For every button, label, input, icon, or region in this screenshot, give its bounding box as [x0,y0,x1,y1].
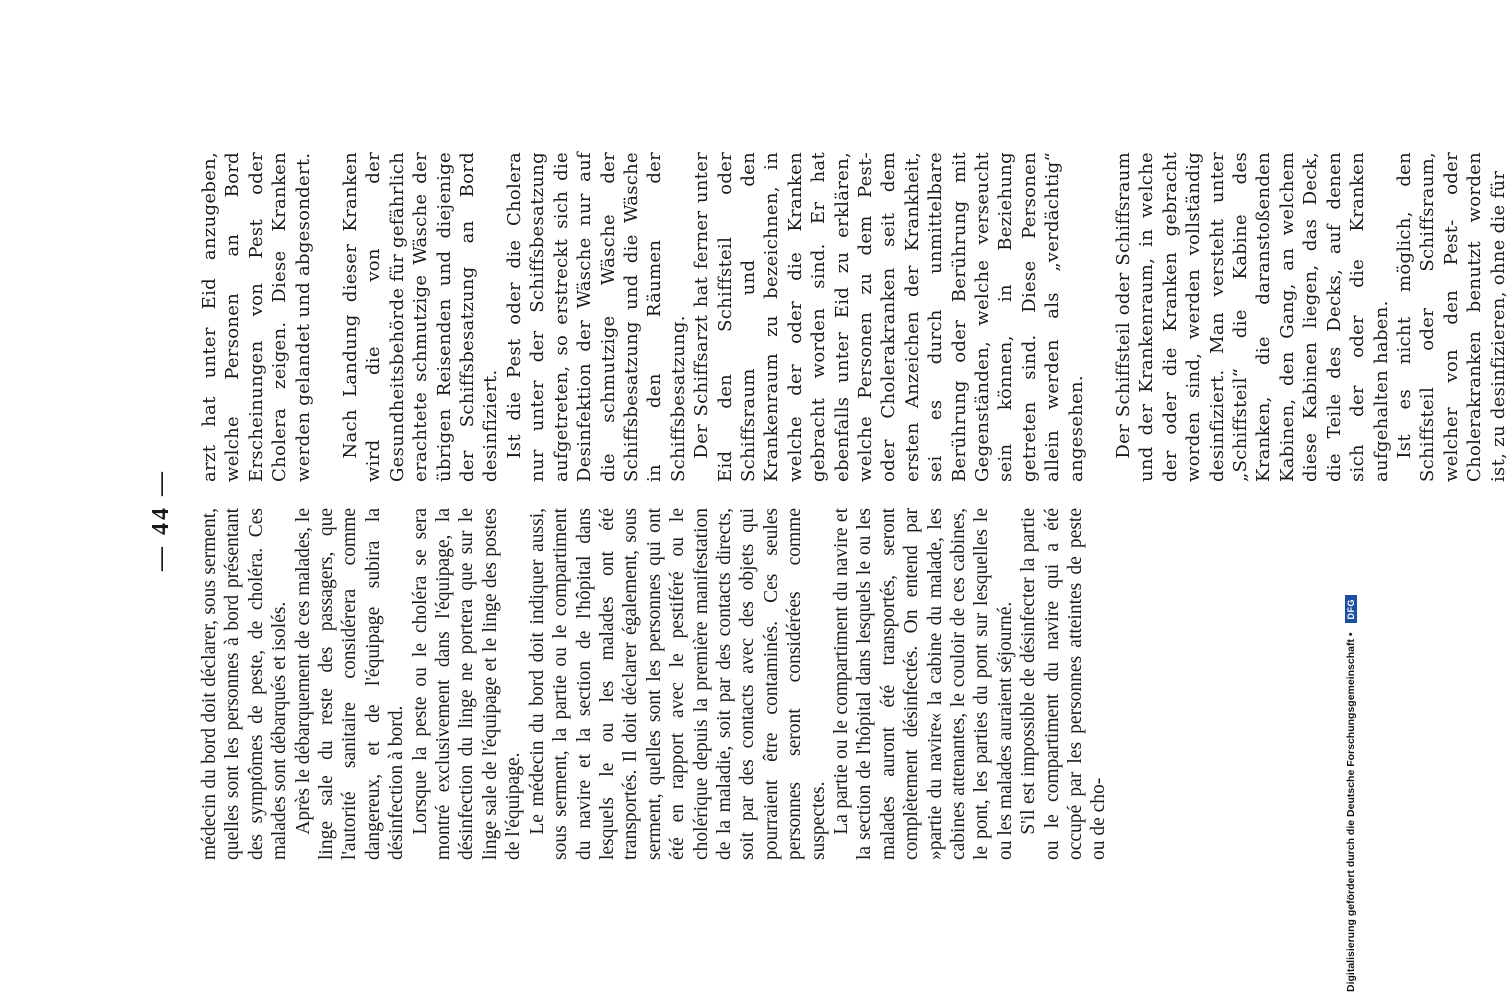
page-number: — 44 — [148,469,174,571]
french-paragraph-6: S'il est impossible de désinfecter la partie ou le compartiment du navire qui a été occupé par les personnes atteintes de peste ou de cho- [1018,508,1110,860]
french-paragraph-1: médecin du bord doit déclarer, sous serment, quelles sont les personnes à bord présentant des symptômes de peste, de choléra. Ces malades sont débarqués et isolés. [199,508,291,860]
german-paragraph-5: Der Schiffsteil oder Schiffsraum und der Krankenraum, in welche der oder die Kranken gebracht worden sind, werden vollständig desinfiziert. Man versteht unter „Schiffsteil“ die Kabine des Kranken, die daranstoßenden Kabinen, den Gang, an welchem diese Kabinen liegen, das Deck, die Teile des Decks, auf denen sich der oder die Kranken aufgehalten haben. [1113,152,1392,482]
german-paragraph-6: Ist es nicht möglich, den Schiffsteil oder Schiffsraum, welcher von den Pest- oder Cholerakranken benutzt worden ist, zu desinfizieren, ohne die für [1393,152,1509,482]
german-column [198,152,1510,482]
french-paragraph-2: Après le débarquement de ces malades, le linge sale du reste des passagers, que l'autorité sanitaire considérera comme dangereux, et de l'équipage subira la désinfection à bord. [292,508,408,860]
digitization-credit [1345,595,1357,992]
french-column [198,508,1111,860]
french-paragraph-4: Le médecin du bord doit indiquer aussi, sous serment, la partie ou le compartiment du navire et la section de l'hôpital dans lesquels le ou les malades ont été transportés. Il doit déclarer également, sous serment, quelles sont les personnes qui ont été en rapport avec le pestiféré ou le cholérique depuis la première manifestation de la maladie, soit par des contacts directs, soit par des contacts avec des objets qui pourraient être contaminés. Ces seules personnes seront considérées comme suspectes. [526,508,829,860]
french-paragraph-3: Lorsque la peste ou le choléra se sera montré exclusivement dans l'équipage, la désinfection du linge ne portera que sur le linge sale de l'équipage et le linge des postes de l'équipage. [409,508,525,860]
german-paragraph-4: Der Schiffsarzt hat ferner unter Eid den Schiffsteil oder Schiffsraum und den Krankenraum zu bezeichnen, in welche der oder die Kranken gebracht worden sind. Er hat ebenfalls unter Eid zu erklären, welche Personen zu dem Pest- oder Cholerakranken seit dem ersten Anzeichen der Krankheit, sei es durch unmittelbare Berührung oder Berührung mit Gegenständen, welche verseucht sein können, in Beziehung getreten sind. Diese Personen allein werden als „verdächtig“ angesehen. [691,152,1087,482]
french-paragraph-5: La partie ou le compartiment du navire et la section de l'hôpital dans lesquels le ou les malades auront été transportés, seront complètement désinfectés. On entend par »partie du navire« la cabine du malade, les cabines attenantes, le couloir de ces cabines, le pont, les parties du pont sur lesquelles le ou les malades auraient séjourné. [830,508,1016,860]
german-paragraph-2: Nach Landung dieser Kranken wird die von der Gesundheitsbehörde für gefährlich erachtete schmutzige Wäsche der übrigen Reisenden und diejenige der Schiffsbesatzung an Bord desinfiziert. [340,152,502,482]
german-paragraph-1: arzt hat unter Eid anzugeben, welche Personen an Bord Erscheinungen von Pest oder Cholera zeigen. Diese Kranken werden gelandet und abgesondert. [199,152,314,482]
german-paragraph-3: Ist die Pest oder die Cholera nur unter der Schiffsbesatzung aufgetreten, so erstreckt sich die Desinfektion der Wäsche nur auf die schmutzige Wäsche der Schiffsbesatzung und die Wäsche in den Räumen der Schiffsbesatzung. [503,152,689,482]
credit-text: Digitalisierung gefördert durch die Deutsche Forschungsgemeinschaft • [1345,632,1357,992]
dfg-logo: DFG [1345,595,1357,624]
